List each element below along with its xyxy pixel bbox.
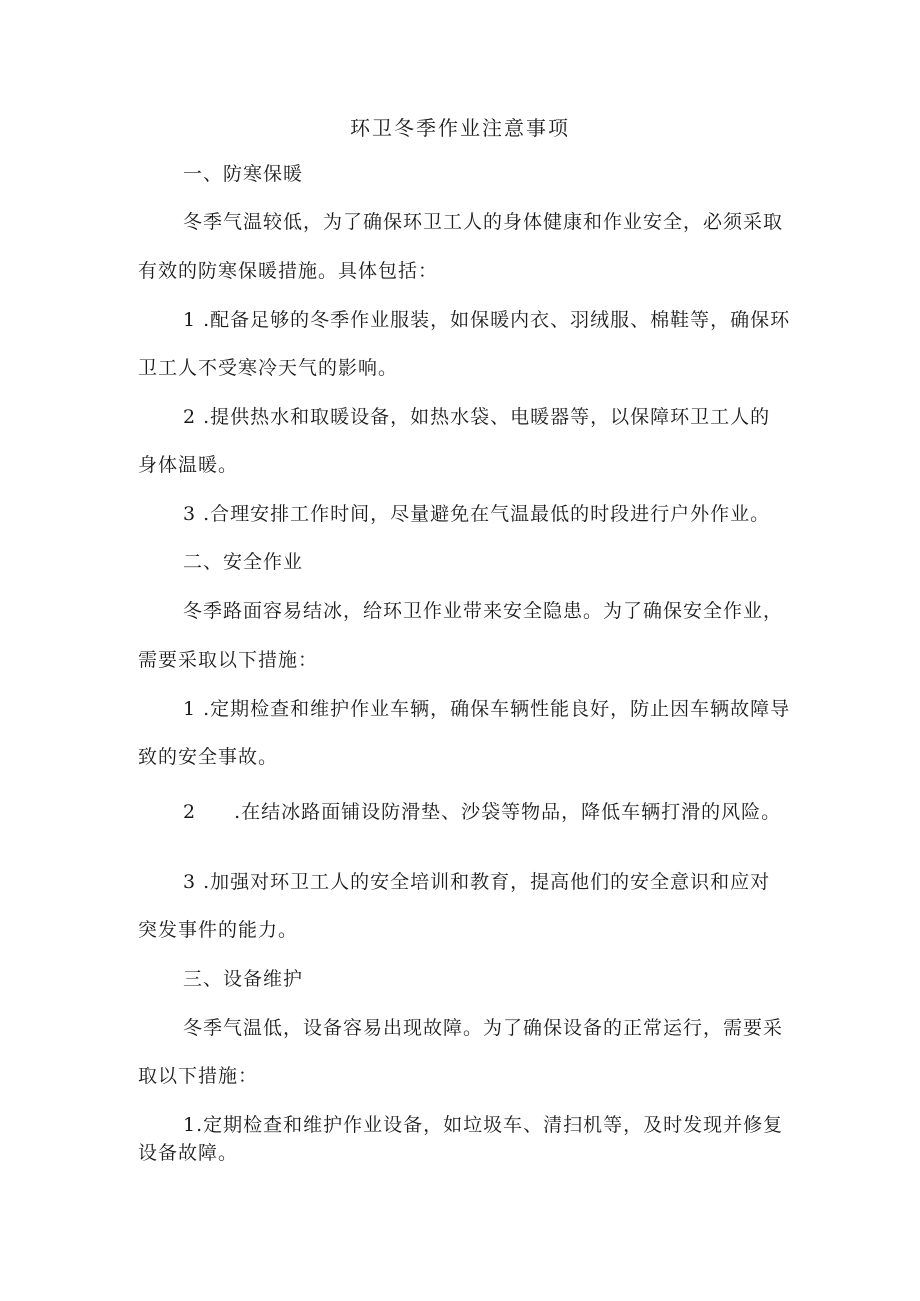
list-text: .定期检查和维护作业设备，如垃圾车、清扫机等，及时发现并修复 xyxy=(196,1114,784,1136)
list-item-continued: 致的安全事故。 xyxy=(138,746,279,768)
list-text: .定期检查和维护作业车辆，确保车辆性能良好，防止因车辆故障导 xyxy=(203,698,791,720)
section-heading: 二、安全作业 xyxy=(183,551,304,573)
list-number: 2 xyxy=(183,406,197,428)
list-item-continued: 设备故障。 xyxy=(138,1142,239,1164)
list-item-continued: 卫工人不受寒冷天气的影响。 xyxy=(138,357,399,379)
list-item xyxy=(183,308,790,332)
section-heading: 一、防寒保暖 xyxy=(183,163,304,185)
list-number: 1 xyxy=(183,1114,197,1136)
list-item xyxy=(183,870,770,894)
paragraph-line: 需要采取以下措施： xyxy=(138,649,319,671)
list-text: .在结冰路面铺设防滑垫、沙袋等物品，降低车辆打滑的风险。 xyxy=(234,801,782,823)
paragraph-line: 冬季气温低，设备容易出现故障。为了确保设备的正常运行，需要采 xyxy=(183,1017,784,1039)
list-text: .加强对环卫工人的安全培训和教育，提高他们的安全意识和应对 xyxy=(203,871,771,893)
list-item-continued: 身体温暖。 xyxy=(138,454,239,476)
list-number: 1 xyxy=(183,309,197,331)
list-item xyxy=(183,405,770,429)
list-number: 3 xyxy=(183,871,197,893)
paragraph-line: 冬季路面容易结冰，给环卫作业带来安全隐患。为了确保安全作业， xyxy=(183,600,784,622)
list-text: .提供热水和取暖设备，如热水袋、电暖器等，以保障环卫工人的 xyxy=(203,406,771,428)
list-item xyxy=(183,697,790,721)
list-item xyxy=(183,502,770,526)
list-number: 3 xyxy=(183,503,197,525)
list-number: 1 xyxy=(183,698,197,720)
paragraph-line: 有效的防寒保暖措施。具体包括： xyxy=(138,260,439,282)
list-item-continued: 突发事件的能力。 xyxy=(138,919,299,941)
paragraph-line: 冬季气温较低，为了确保环卫工人的身体健康和作业安全，必须采取 xyxy=(183,211,784,233)
list-text: .合理安排工作时间，尽量避免在气温最低的时段进行户外作业。 xyxy=(203,503,771,525)
list-text: .配备足够的冬季作业服装，如保暖内衣、羽绒服、棉鞋等，确保环 xyxy=(203,309,791,331)
list-item xyxy=(183,800,781,824)
paragraph-line: 取以下措施： xyxy=(138,1065,259,1087)
list-item xyxy=(183,1113,783,1137)
list-number: 2 xyxy=(183,801,197,823)
page-title: 环卫冬季作业注意事项 xyxy=(350,116,570,140)
section-heading: 三、设备维护 xyxy=(183,968,304,990)
